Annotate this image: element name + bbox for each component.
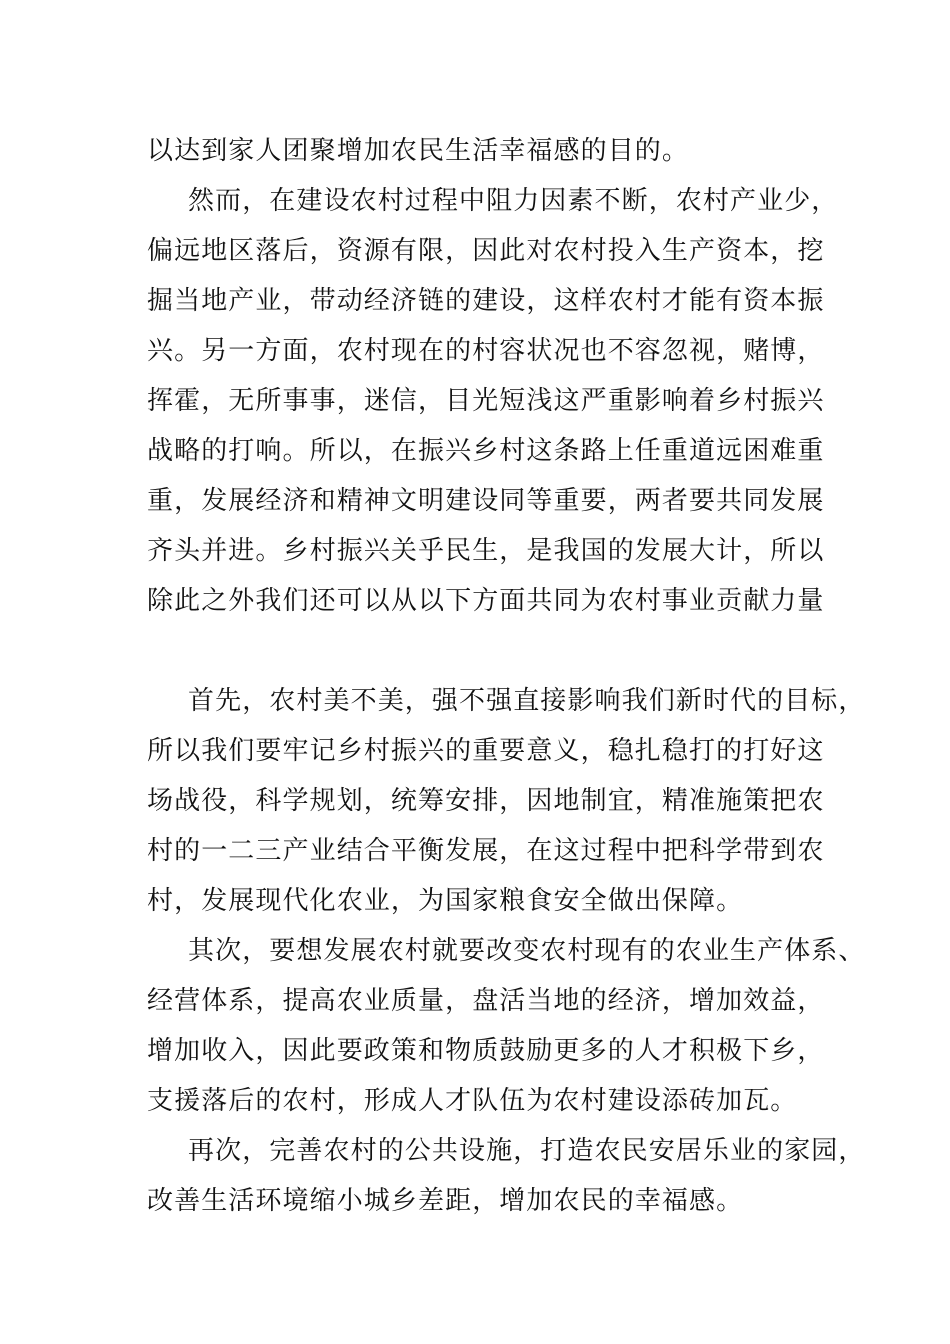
text-line: 兴。另一方面，农村现在的村容状况也不容忽视，赌博， (147, 336, 825, 366)
text-line: 偏远地区落后，资源有限，因此对农村投入生产资本，挖 (147, 236, 825, 266)
text-line: 村，发展现代化农业，为国家粮食安全做出保障。 (147, 886, 744, 916)
text-line: 齐头并进。乡村振兴关乎民生，是我国的发展大计，所以 (147, 536, 825, 566)
text-line: 经营体系，提高农业质量，盘活当地的经济，增加效益， (147, 986, 825, 1016)
text-line: 除此之外我们还可以从以下方面共同为农村事业贡献力量 (147, 586, 825, 616)
text-line: 增加收入，因此要政策和物质鼓励更多的人才积极下乡， (147, 1036, 825, 1066)
paragraph-first-line: 其次，要想发展农村就要改变农村现有的农业生产体系、 (188, 936, 866, 966)
text-line: 所以我们要牢记乡村振兴的重要意义，稳扎稳打的打好这 (147, 736, 825, 766)
text-line: 改善生活环境缩小城乡差距，增加农民的幸福感。 (147, 1186, 744, 1216)
text-line: 战略的打响。所以，在振兴乡村这条路上任重道远困难重 (147, 436, 825, 466)
text-line: 场战役，科学规划，统筹安排，因地制宜，精准施策把农 (147, 786, 825, 816)
text-line: 挥霍，无所事事，迷信，目光短浅这严重影响着乡村振兴 (147, 386, 825, 416)
text-line: 以达到家人团聚增加农民生活幸福感的目的。 (147, 136, 690, 166)
text-line: 支援落后的农村，形成人才队伍为农村建设添砖加瓦。 (147, 1086, 798, 1116)
paragraph-first-line: 然而，在建设农村过程中阻力因素不断，农村产业少， (188, 186, 839, 216)
text-line: 掘当地产业，带动经济链的建设，这样农村才能有资本振 (147, 286, 825, 316)
paragraph-first-line: 首先，农村美不美，强不强直接影响我们新时代的目标， (188, 686, 866, 716)
text-line: 村的一二三产业结合平衡发展，在这过程中把科学带到农 (147, 836, 825, 866)
paragraph-first-line: 再次，完善农村的公共设施，打造农民安居乐业的家园， (188, 1136, 866, 1166)
text-line: 重，发展经济和精神文明建设同等重要，两者要共同发展 (147, 486, 825, 516)
